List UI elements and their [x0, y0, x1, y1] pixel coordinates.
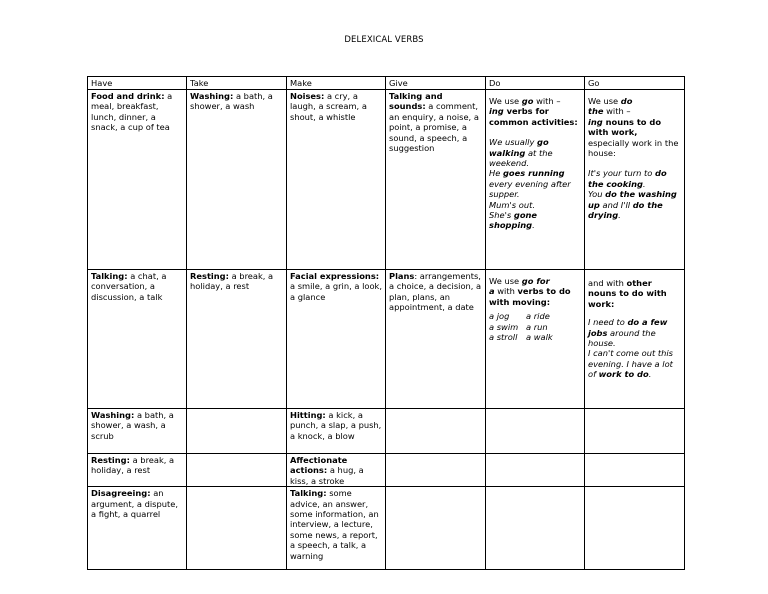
table-header-row	[88, 77, 685, 90]
table-row	[88, 90, 685, 270]
header-do: Do	[486, 77, 585, 90]
table-row	[88, 270, 685, 409]
header-make: Make	[287, 77, 386, 90]
cell-give-talking: Talking and sounds: a comment, an enquiry, a noise, a point, a promise, a sound, a speech, a suggestion	[386, 90, 486, 270]
cell-take-resting: Resting: a break, a holiday, a rest	[187, 270, 287, 409]
cell-do-moving: We use go for a with verbs to do with moving: a jog a ride a swim a run a stroll a walk	[486, 270, 585, 409]
cell-make-noises: Noises: a cry, a laugh, a scream, a shout, a whistle	[287, 90, 386, 270]
cell-have-disagreeing: Disagreeing: an argument, a dispute, a fight, a quarrel	[88, 487, 187, 570]
cell-make-facial: Facial expressions: a smile, a grin, a look, a glance	[287, 270, 386, 409]
cell-empty	[386, 454, 486, 487]
cell-empty	[187, 454, 287, 487]
cell-make-talking: Talking: some advice, an answer, some information, an interview, a lecture, some news, a report, a speech, a talk, a warning	[287, 487, 386, 570]
cell-have-talking: Talking: a chat, a conversation, a discussion, a talk	[88, 270, 187, 409]
cell-make-affectionate: Affectionate actions: a hug, a kiss, a stroke	[287, 454, 386, 487]
cell-go-work: We use do the with – ing nouns to do with work, especially work in the house: It's your turn to do the cooking. You do the washing up and I'll do the drying.	[585, 90, 685, 270]
cell-have-food: Food and drink: a meal, breakfast, lunch, dinner, a snack, a cup of tea	[88, 90, 187, 270]
cell-have-resting: Resting: a break, a holiday, a rest	[88, 454, 187, 487]
cell-empty	[585, 487, 685, 570]
cell-empty	[187, 487, 287, 570]
header-have: Have	[88, 77, 187, 90]
cell-empty	[486, 454, 585, 487]
cell-have-washing: Washing: a bath, a shower, a wash, a scrub	[88, 409, 187, 454]
cell-empty	[386, 487, 486, 570]
cell-empty	[187, 409, 287, 454]
cell-do-activities: We use go with – ing verbs for common activities: We usually go walking at the weekend. He goes running every evening after supper. Mum's out. She's gone shopping.	[486, 90, 585, 270]
table-row	[88, 454, 685, 487]
header-go: Go	[585, 77, 685, 90]
cell-give-plans: Plans: arrangements, a choice, a decision, a plan, plans, an appointment, a date	[386, 270, 486, 409]
header-give: Give	[386, 77, 486, 90]
cell-go-jobs: and with other nouns to do with work: I need to do a few jobs around the house. I can't come out this evening. I have a lot of work to do.	[585, 270, 685, 409]
cell-empty	[585, 454, 685, 487]
delexical-verbs-table	[87, 76, 685, 570]
cell-empty	[486, 409, 585, 454]
document-title: DELEXICAL VERBS	[344, 35, 424, 45]
table-row	[88, 409, 685, 454]
header-take: Take	[187, 77, 287, 90]
cell-make-hitting: Hitting: a kick, a punch, a slap, a push, a knock, a blow	[287, 409, 386, 454]
cell-empty	[386, 409, 486, 454]
cell-empty	[486, 487, 585, 570]
cell-take-washing: Washing: a bath, a shower, a wash	[187, 90, 287, 270]
cell-empty	[585, 409, 685, 454]
table-row	[88, 487, 685, 570]
